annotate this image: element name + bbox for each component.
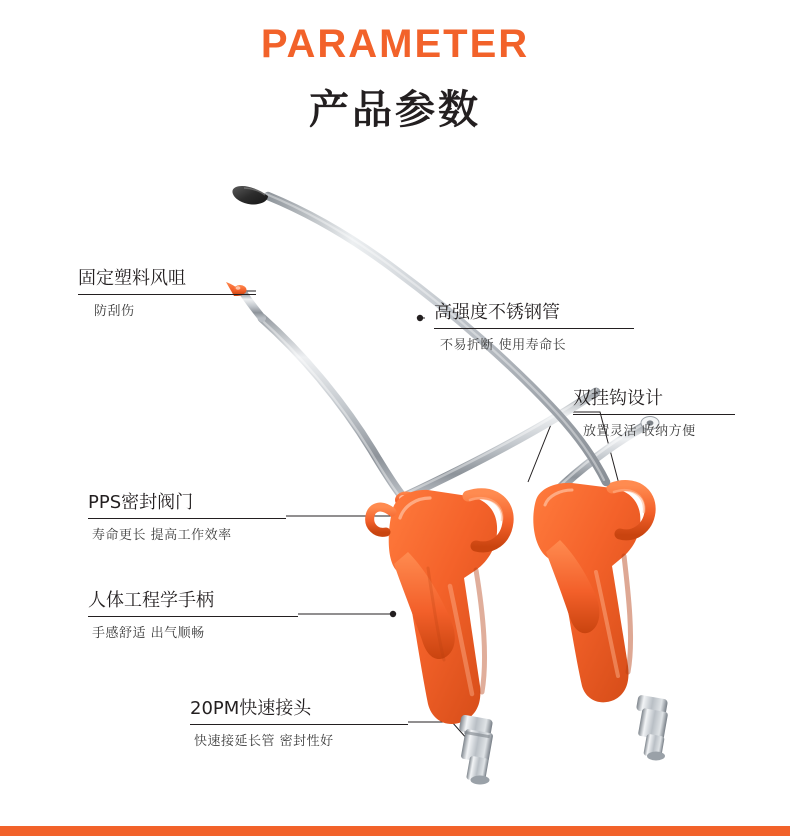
callout-underline xyxy=(434,328,634,329)
callout-double-hook-design xyxy=(573,388,735,439)
page-title-chinese: 产品参数 xyxy=(309,87,481,133)
callout-subtitle: 寿命更长 提高工作效率 xyxy=(92,528,232,543)
callout-quick-coupler xyxy=(190,698,408,749)
callout-subtitle: 手感舒适 出气顺畅 xyxy=(92,626,205,641)
callout-title: 人体工程学手柄 xyxy=(88,590,214,611)
callout-underline xyxy=(88,616,298,617)
callout-underline xyxy=(573,414,735,415)
callout-subtitle: 放置灵活 收纳方便 xyxy=(583,424,696,439)
callout-subtitle: 快速接延长管 密封性好 xyxy=(194,734,334,749)
callout-subtitle: 不易折断 使用寿命长 xyxy=(440,338,567,353)
callout-subtitle: 防刮伤 xyxy=(94,304,135,319)
callout-title: 双挂钩设计 xyxy=(573,388,663,409)
nozzle-tip-black xyxy=(232,186,268,205)
callout-fixed-plastic-nozzle xyxy=(78,268,256,319)
callout-title: 20PM快速接头 xyxy=(190,698,312,719)
callout-underline xyxy=(78,294,256,295)
callout-title: 固定塑料风咀 xyxy=(78,268,186,289)
quick-coupler-left xyxy=(459,714,494,784)
page-title-english: PARAMETER xyxy=(260,22,530,66)
callout-title: PPS密封阀门 xyxy=(88,492,194,513)
callout-underline xyxy=(190,724,408,725)
callout-ergonomic-handle xyxy=(88,590,298,641)
callout-pps-seal-valve xyxy=(88,492,286,543)
footer-accent-strip xyxy=(0,826,790,836)
callout-title: 高强度不锈钢管 xyxy=(434,302,560,323)
callout-stainless-steel-tube xyxy=(434,302,634,353)
callout-underline xyxy=(88,518,286,519)
quick-coupler-right xyxy=(636,695,668,761)
